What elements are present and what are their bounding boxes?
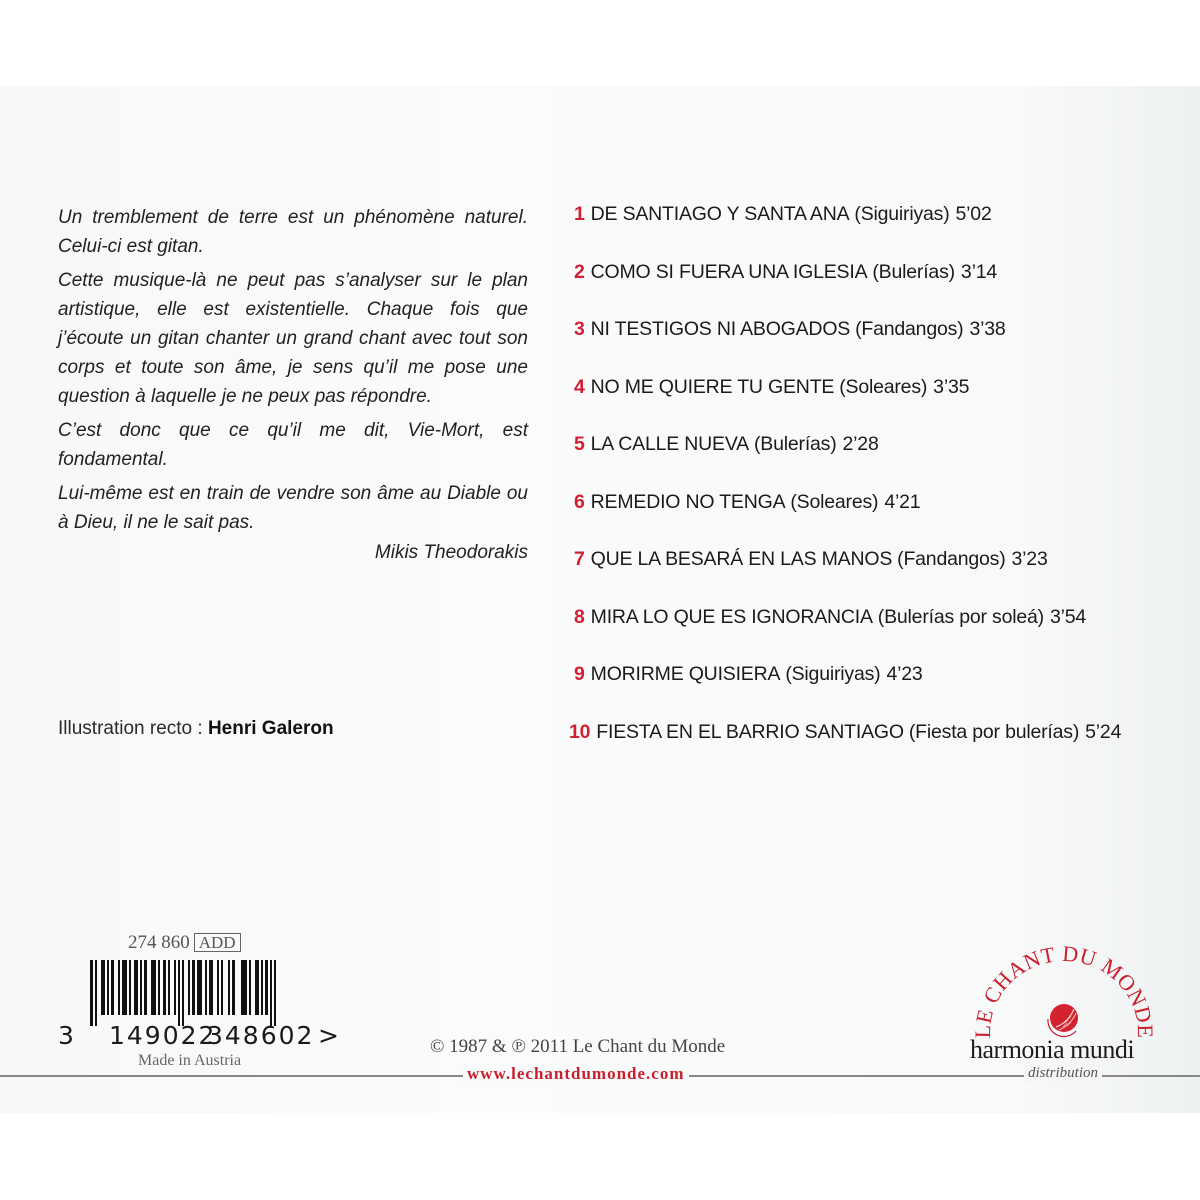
track-number: 3 xyxy=(574,318,585,340)
track-number: 10 xyxy=(569,720,591,743)
track-item xyxy=(574,545,1174,603)
track-duration: 3’38 xyxy=(969,318,1006,340)
track-item xyxy=(574,315,1174,373)
distributor-subtitle: distribution xyxy=(1024,1065,1102,1082)
made-in-label: Made in Austria xyxy=(138,1052,242,1069)
barcode-digits-group-2: 348602 xyxy=(207,1021,315,1050)
catalog-number xyxy=(128,932,241,954)
track-item xyxy=(574,200,1174,258)
track-item xyxy=(574,660,1174,718)
track-style: (Bulerías por soleá) xyxy=(877,605,1044,628)
track-number: 7 xyxy=(574,548,585,570)
track-title: COMO SI FUERA UNA IGLESIA xyxy=(590,260,868,283)
track-duration: 4’23 xyxy=(886,663,923,685)
track-duration: 3’23 xyxy=(1011,548,1048,570)
track-number: 9 xyxy=(574,663,585,685)
track-duration: 2’28 xyxy=(842,433,879,455)
quote-paragraph: C’est donc que ce qu’il me dit, Vie-Mort, est fondamental. xyxy=(58,420,528,470)
barcode-end-mark: > xyxy=(318,1021,341,1050)
barcode-icon xyxy=(90,960,342,1020)
track-title: REMEDIO NO TENGA xyxy=(590,490,786,513)
track-title: NO ME QUIERE TU GENTE xyxy=(590,375,835,398)
track-item xyxy=(574,258,1174,316)
logo-arc-icon xyxy=(960,945,1160,1045)
svg-text:LE CHANT DU MONDE: LE CHANT DU MONDE xyxy=(969,945,1159,1039)
track-title: FIESTA EN EL BARRIO SANTIAGO xyxy=(596,720,904,743)
quote-paragraph: Lui-même est en train de vendre son âme au Diable ou à Dieu, il ne le sait pas. xyxy=(58,483,528,533)
quote-author: Mikis Theodorakis xyxy=(374,542,528,563)
track-style: (Fandangos) xyxy=(897,548,1006,570)
track-style: (Bulerías) xyxy=(754,433,837,455)
track-duration: 3’14 xyxy=(960,260,997,283)
track-style: (Bulerías) xyxy=(872,260,955,283)
catalog-number-text: 274 860 xyxy=(128,932,190,953)
track-title: QUE LA BESARÁ EN LAS MANOS xyxy=(590,548,893,570)
track-style: (Soleares) xyxy=(839,375,928,398)
quote-paragraph: Un tremblement de terre est un phénomène naturel. Celui-ci est gitan. xyxy=(58,207,528,257)
track-title: MORIRME QUISIERA xyxy=(590,663,781,685)
track-style: (Soleares) xyxy=(790,490,879,513)
recording-code-badge: ADD xyxy=(194,933,241,952)
illustration-credit xyxy=(58,718,334,740)
quote-block xyxy=(58,203,528,572)
globe-icon xyxy=(1048,1004,1078,1036)
track-number: 6 xyxy=(574,490,585,513)
track-title: LA CALLE NUEVA xyxy=(590,433,749,455)
credit-name: Henri Galeron xyxy=(207,718,334,739)
copyright-text: © 1987 & ℗ 2011 Le Chant du Monde xyxy=(430,1036,726,1057)
distributor-name: harmonia mundi xyxy=(970,1035,1135,1064)
track-item xyxy=(574,430,1174,488)
le-chant-du-monde-logo xyxy=(960,945,1160,1090)
track-number: 5 xyxy=(574,433,585,455)
track-style: (Fandangos) xyxy=(855,318,964,340)
track-item xyxy=(569,718,1174,776)
track-title: NI TESTIGOS NI ABOGADOS xyxy=(590,318,851,340)
track-title: DE SANTIAGO Y SANTA ANA xyxy=(590,203,850,225)
track-number: 2 xyxy=(574,260,585,283)
track-style: (Siguiriyas) xyxy=(854,203,950,225)
barcode-digits-group-1: 149022 xyxy=(109,1021,217,1050)
track-duration: 3’35 xyxy=(933,375,970,398)
track-title: MIRA LO QUE ES IGNORANCIA xyxy=(590,605,873,628)
track-duration: 5’02 xyxy=(955,203,992,225)
track-duration: 3’54 xyxy=(1049,605,1087,628)
track-number: 4 xyxy=(574,375,585,398)
track-style: (Siguiriyas) xyxy=(785,663,881,685)
track-item xyxy=(574,488,1174,546)
tracklist xyxy=(569,200,1174,775)
track-item xyxy=(574,373,1174,431)
track-number: 1 xyxy=(574,203,585,225)
website-link[interactable]: www.lechantdumonde.com xyxy=(463,1064,689,1084)
barcode-first-digit: 3 xyxy=(58,1021,76,1050)
credit-label: Illustration recto : xyxy=(58,718,208,739)
quote-paragraph: Cette musique-là ne peut pas s’analyser sur le plan artistique, elle est existentielle. Chaque fois que j’écoute un gitan chanter un grand chant avec tout son corps et toute son âme, je sens qu’il me pose une question à laquelle je ne peux pas répondre. xyxy=(58,270,528,407)
track-duration: 4’21 xyxy=(884,490,921,513)
track-item xyxy=(574,603,1174,661)
track-number: 8 xyxy=(574,605,585,628)
track-duration: 5’24 xyxy=(1085,720,1122,743)
track-style: (Fiesta por bulerías) xyxy=(908,720,1080,743)
